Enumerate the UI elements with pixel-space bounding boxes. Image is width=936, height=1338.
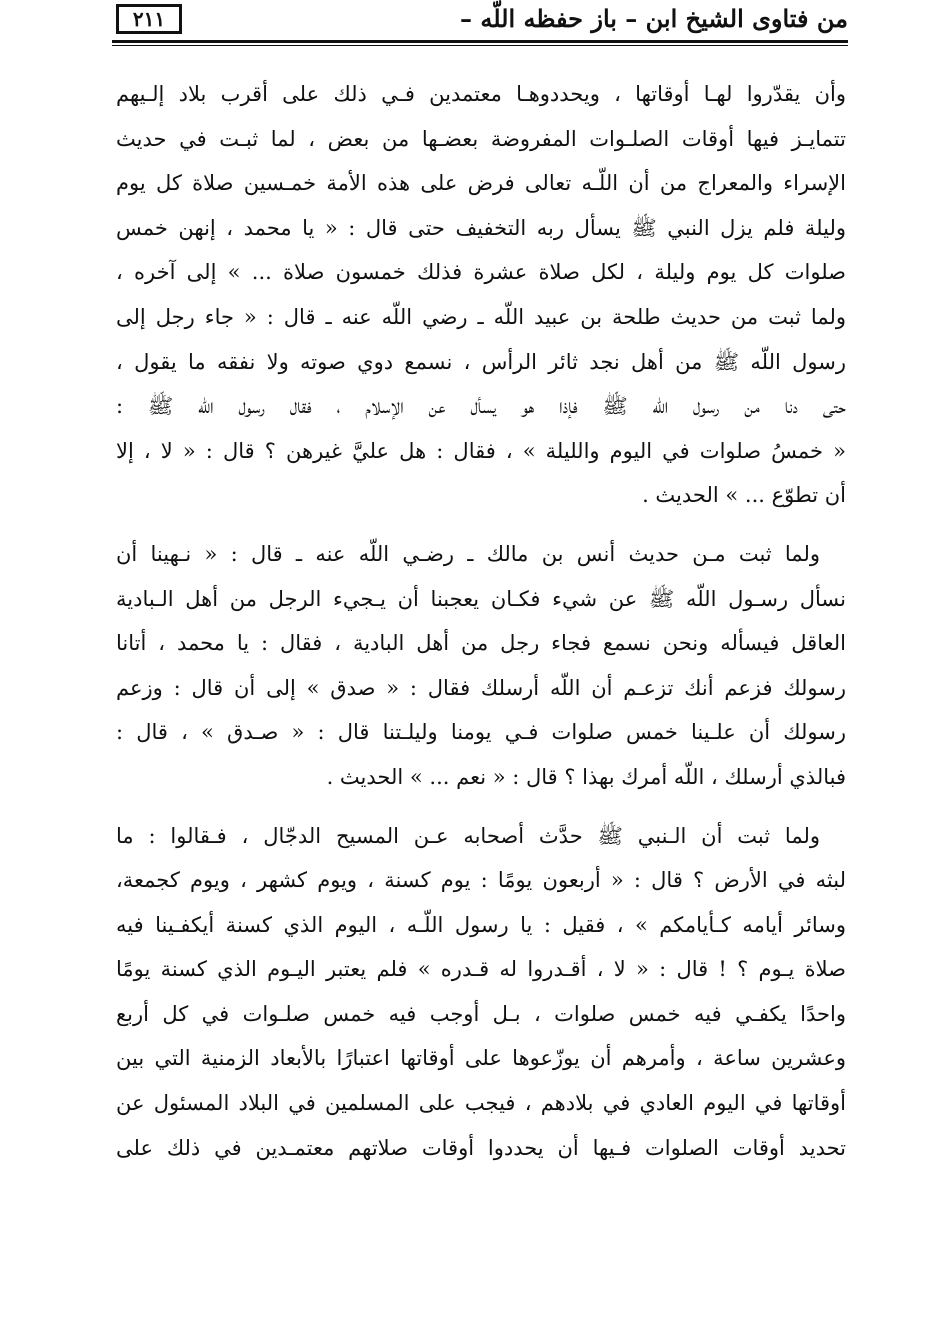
text-line: وأن يقدّروا لهـا أوقاتها ، ويحددوهـا معتمدين فـي ذلك على أقرب بلاد إلـيهم (116, 82, 846, 106)
running-header-title: من فتاوى الشيخ ابن – باز حفظه اللّه – (459, 4, 848, 33)
text-line: وليلة فلم يزل النبي ﷺ يسأل ربه التخفيف حتى قال : « يا محمد ، إنهن خمس (116, 215, 846, 240)
text-line: أوقاتها في اليوم العادي في بلادهم ، فيجب على المسلمين في البلاد المسئول عن (116, 1091, 846, 1116)
text-line: حتى دنا من رسول اللّه ﷺ فإذا هو يسأل عن الإسلام ، فقال رسول اللّه ﷺ : (116, 394, 846, 419)
header-rule-thin (112, 45, 848, 46)
text-line: رسولك فزعم أنك تزعـم أن اللّه أرسلك فقال : « صدق » إلى أن قال : وزعم (116, 675, 846, 700)
text-line: فبالذي أرسلك ، اللّه أمرك بهذا ؟ قال : « نعم ... » الحديث . (326, 764, 846, 789)
text-line: « خمسُ صلوات في اليوم والليلة » ، فقال : هل عليَّ غيرهن ؟ قال : « لا ، إلا (116, 438, 846, 463)
text-line: صلاة يـوم ؟ ! قال : « لا ، أقـدروا له قـدره » فلم يعتبر اليـوم الذي كسنة يومًا (116, 957, 846, 982)
text-line: وعشرين ساعة ، وأمرهم أن يوزّعوها على أوقاتها اعتبارًا بالأبعاد الزمنية التي بين (116, 1046, 846, 1071)
text-line: الإسراء والمعراج من أن اللّـه تعالى فرض على هذه الأمة خمـسين صلاة كل يوم (116, 171, 846, 196)
text-line: واحدًا يكفـي فيه خمس صلوات ، بـل أوجب فيه خمس صلـوات في كل أربع (116, 1001, 846, 1026)
text-line: العاقل فيسأله ونحن نسمع فجاء رجل من أهل البادية ، فقال : يا محمد ، أتانا (116, 631, 846, 656)
page-header (112, 0, 848, 48)
text-line: لبثه في الأرض ؟ قال : « أربعون يومًا : يوم كسنة ، ويوم كشهر ، ويوم كجمعة، (116, 868, 846, 893)
text-line: نسأل رسـول اللّه ﷺ عن شيء فكـان يعجبنا أن يـجيء الرجل من أهل الـبادية (116, 586, 846, 611)
text-line: صلوات كل يوم وليلة ، لكل صلاة عشرة فذلك خمسون صلاة ... » إلى آخره ، (116, 260, 846, 285)
text-line: وسائر أيامه كـأيامكم » ، فقيل : يا رسول اللّـه ، اليوم الذي كسنة أيكفـينا فيه (116, 912, 846, 937)
paragraph-3 (116, 814, 846, 1171)
text-line: ولما ثبت أن الـنبي ﷺ حدَّث أصحابه عـن المسيح الدجّال ، فـقالوا : ما (116, 823, 820, 848)
paragraph-2 (116, 532, 846, 800)
paragraph-1 (116, 72, 846, 518)
text-line: رسولك أن علـينا خمس صلوات فـي يومنا وليلـتنا قال : « صـدق » ، قال : (116, 720, 846, 745)
page-number: ٢١١ (116, 4, 182, 34)
text-line: ولما ثبت من حديث طلحة بن عبيد اللّه ـ رضي اللّه عنه ـ قال : « جاء رجل إلى (116, 304, 846, 329)
text-line: ولما ثبت مـن حديث أنس بن مالك ـ رضـي اللّه عنه ـ قال : « نـهينا أن (116, 541, 820, 566)
header-rule-thick (112, 40, 848, 43)
text-line: تتمايـز فيها أوقات الصلـوات المفروضة بعضـها من بعض ، لما ثبـت في حديث (116, 126, 846, 151)
text-line: تحديد أوقات الصلوات فـيها أن يحددوا أوقات صلاتهم معتمـدين في ذلك على (116, 1135, 846, 1160)
text-line: رسول اللّه ﷺ من أهل نجد ثائر الرأس ، نسمع دوي صوته ولا نفقه ما يقول ، (116, 349, 846, 374)
text-line: أن تطوّع ... » الحديث . (642, 483, 846, 508)
body-text (116, 72, 846, 1184)
